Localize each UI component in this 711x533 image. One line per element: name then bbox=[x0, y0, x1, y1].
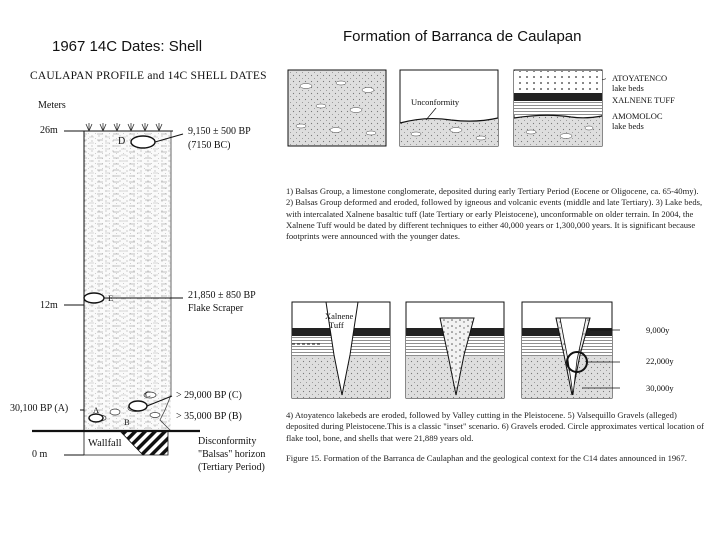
marker-label-e: E bbox=[108, 293, 114, 303]
left-slide-title: 1967 14C Dates: Shell bbox=[52, 38, 203, 55]
grass-tufts bbox=[86, 123, 162, 131]
tertiary-period-label: (Tertiary Period) bbox=[198, 462, 265, 473]
legend-xalnene: XALNENE TUFF bbox=[612, 95, 675, 105]
profile-title: CAULAPAN PROFILE and 14C SHELL DATES bbox=[30, 70, 267, 82]
stages-1-3-caption: 1) Balsas Group, a limestone conglomerate, deposited during early Tertiary Period (Eocene or Oligocene, ca. 65-40my). 2) Balsas Group deformed and eroded, followed by igneous and volcanic events (middle and late Tertiary). 3) Lake beds, with intercalated Xalnene basaltic tuff (late Tertiary or early Pleistocene), unconformable on older terrain. In 2004, the Xalnene Tuff would be dated by different techniques to either 40,000 years or 1,300,000 years. It is significant because footprints were announced with the younger dates. bbox=[286, 186, 703, 242]
date-e-line2: Flake Scraper bbox=[188, 303, 244, 314]
wallfall-label: Wallfall bbox=[88, 438, 122, 449]
marker-label-b: B bbox=[124, 417, 130, 427]
stages-4-6-caption: 4) Atoyatenco lakebeds are eroded, followed by Valley cutting in the Pleistocene. 5) Valsequillo Gravels (alleged) deposited during Pleistocene.This is a classic "inset" scenario. 6) Gravels eroded. Circle approximates vertical location of flake tool, bone, and shells that were 21,889 years old. bbox=[286, 410, 704, 443]
shell-marker-c bbox=[129, 401, 147, 411]
shell-marker-e bbox=[84, 293, 104, 303]
tick-label-26m: 26m bbox=[40, 125, 58, 136]
age-label-9000: 9,000y bbox=[646, 325, 670, 335]
shell-marker-a bbox=[89, 414, 103, 422]
legend-atoyatenco: ATOYATENCO bbox=[612, 73, 668, 83]
age-label-30000: 30,000y bbox=[646, 383, 674, 393]
date-b: > 35,000 BP (B) bbox=[176, 411, 242, 422]
figure-15-caption: Figure 15. Formation of the Barranca de Caulaphan and the geological context for the C14 dates announced in 1967. bbox=[286, 453, 687, 463]
legend-amomoloc: AMOMOLOC bbox=[612, 111, 663, 121]
xalnene-tuff-label-2: Tuff bbox=[329, 320, 344, 330]
stage-panel-1 bbox=[288, 70, 386, 146]
date-d-line1: 9,150 ± 500 BP bbox=[188, 126, 251, 137]
date-e-line1: 21,850 ± 850 BP bbox=[188, 290, 256, 301]
date-c: > 29,000 BP (C) bbox=[176, 390, 242, 401]
meters-label: Meters bbox=[38, 100, 66, 111]
date-d-line2: (7150 BC) bbox=[188, 140, 231, 151]
stage-panel-5 bbox=[406, 302, 504, 398]
tick-label-0m: 0 m bbox=[32, 449, 48, 460]
legend-atoyatenco-sub: lake beds bbox=[612, 83, 644, 93]
stage-panel-6 bbox=[522, 302, 620, 398]
formation-stages-1-3 bbox=[286, 68, 606, 148]
stage-panel-3 bbox=[514, 70, 606, 146]
shell-marker-d bbox=[131, 136, 155, 148]
profile-column bbox=[82, 131, 173, 431]
unconformity-label: Unconformity bbox=[411, 97, 460, 107]
marker-label-d: D bbox=[118, 136, 126, 147]
balsas-horizon-label: "Balsas" horizon bbox=[198, 449, 266, 460]
right-slide-title: Formation of Barranca de Caulapan bbox=[343, 28, 582, 45]
stage-panel-2 bbox=[400, 70, 498, 146]
tick-label-12m: 12m bbox=[40, 300, 58, 311]
left-date-a: 30,100 BP (A) bbox=[10, 403, 69, 414]
marker-label-a: A bbox=[93, 405, 100, 415]
disconformity-label: Disconformity bbox=[198, 436, 257, 447]
xalnene-tuff-label: Xalnene bbox=[325, 311, 354, 321]
marker-label-c: C bbox=[145, 389, 151, 399]
age-label-22000: 22,000y bbox=[646, 356, 674, 366]
legend-amomoloc-sub: lake beds bbox=[612, 121, 644, 131]
